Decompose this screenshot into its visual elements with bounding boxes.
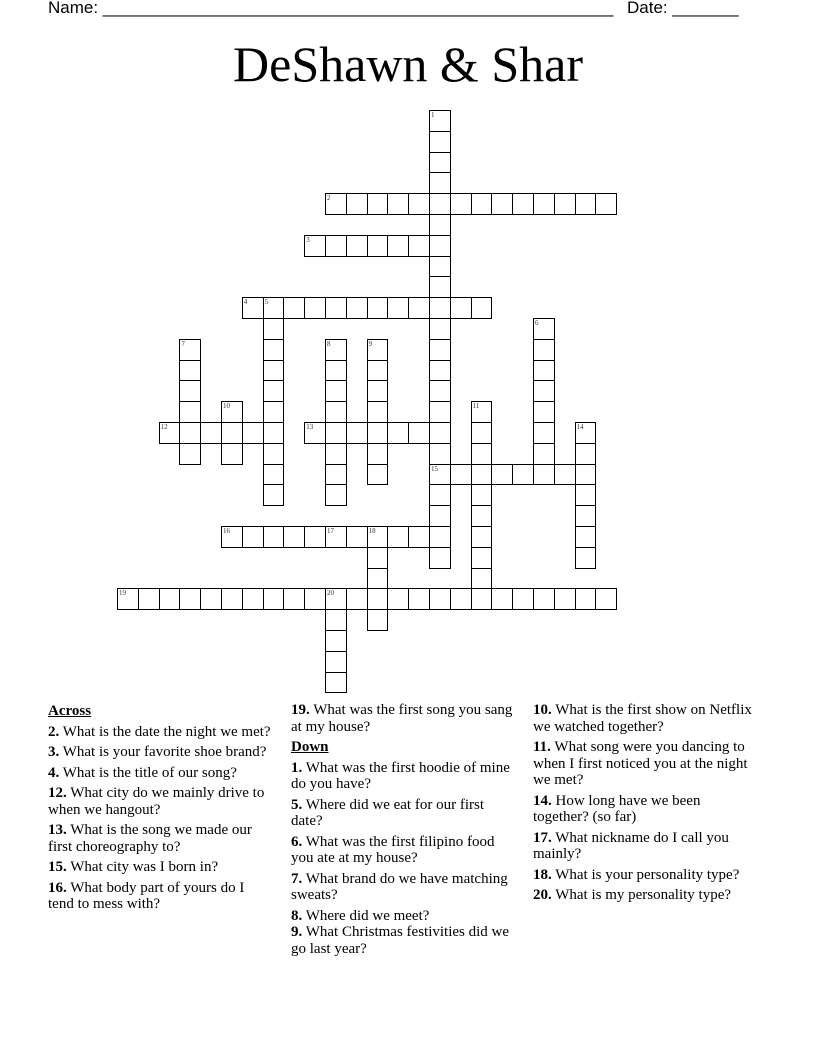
grid-cell[interactable] xyxy=(429,401,451,423)
grid-cell[interactable] xyxy=(575,526,597,548)
grid-cell[interactable] xyxy=(325,672,347,694)
grid-cell[interactable] xyxy=(429,443,451,465)
grid-cell[interactable] xyxy=(450,297,472,319)
grid-cell[interactable] xyxy=(283,297,305,319)
cell-number: 1 xyxy=(431,111,435,119)
grid-cell[interactable] xyxy=(138,588,160,610)
clue-down-8 xyxy=(291,908,516,925)
grid-cell[interactable] xyxy=(408,422,430,444)
grid-cell[interactable] xyxy=(429,380,451,402)
clue-number: 6. xyxy=(291,833,303,850)
grid-cell[interactable] xyxy=(304,235,326,257)
grid-cell[interactable] xyxy=(346,588,368,610)
cell-number: 4 xyxy=(243,298,248,307)
clue-number: 20. xyxy=(533,887,552,903)
grid-cell[interactable] xyxy=(325,193,347,215)
grid-cell[interactable] xyxy=(346,235,368,257)
grid-cell[interactable] xyxy=(179,422,201,444)
name-field-label[interactable]: Name: ______________________________________________________ xyxy=(48,0,614,17)
grid-cell[interactable] xyxy=(200,588,222,610)
grid-cell[interactable] xyxy=(533,422,555,444)
grid-cell[interactable] xyxy=(575,547,597,569)
clue-down-7 xyxy=(291,871,516,904)
grid-cell[interactable] xyxy=(346,297,368,319)
grid-cell[interactable] xyxy=(221,588,243,610)
grid-cell[interactable] xyxy=(367,193,389,215)
cell-number: 2 xyxy=(327,194,331,203)
cell-number: 6 xyxy=(535,319,539,327)
grid-cell[interactable] xyxy=(595,193,617,215)
grid-cell[interactable] xyxy=(200,422,222,444)
grid-cell[interactable] xyxy=(429,110,451,132)
grid-cell[interactable] xyxy=(429,318,451,340)
cell-number: 9 xyxy=(368,339,373,348)
clue-text: What is the first show on Netflix we watched together? xyxy=(533,702,752,735)
grid-cell[interactable] xyxy=(179,339,201,361)
grid-cell[interactable] xyxy=(263,318,285,340)
cell-number: 7 xyxy=(181,339,185,348)
grid-cell[interactable] xyxy=(575,422,597,444)
clue-number: 14. xyxy=(533,792,552,809)
grid-cell[interactable] xyxy=(575,484,597,506)
grid-cell[interactable] xyxy=(179,401,201,423)
grid-cell[interactable] xyxy=(221,526,243,548)
clue-text: What was the first filipino food you ate at my house? xyxy=(291,833,495,866)
clue-number: 8. xyxy=(291,907,303,924)
clue-text: What body part of yours do I tend to mess with? xyxy=(48,879,245,912)
grid-cell[interactable] xyxy=(263,464,285,486)
clue-number: 15. xyxy=(48,859,67,875)
grid-cell[interactable] xyxy=(429,131,451,153)
cell-number: 17 xyxy=(327,527,334,535)
grid-cell[interactable] xyxy=(367,401,389,423)
grid-cell[interactable] xyxy=(471,568,493,590)
grid-cell[interactable] xyxy=(533,380,555,402)
grid-cell[interactable] xyxy=(263,422,285,444)
grid-cell[interactable] xyxy=(179,588,201,610)
clue-number: 4. xyxy=(48,764,60,781)
grid-cell[interactable] xyxy=(263,484,285,506)
clue-number: 5. xyxy=(291,796,303,813)
clue-down-6 xyxy=(291,834,516,867)
clue-across-13 xyxy=(48,822,273,855)
clue-number: 2. xyxy=(48,723,60,740)
clue-across-4 xyxy=(48,765,273,782)
grid-cell[interactable] xyxy=(512,193,534,215)
grid-cell[interactable] xyxy=(533,339,555,361)
grid-cell[interactable] xyxy=(429,152,451,174)
grid-cell[interactable] xyxy=(117,588,139,610)
cell-number: 20 xyxy=(327,589,334,598)
grid-cell[interactable] xyxy=(387,193,409,215)
grid-cell[interactable] xyxy=(533,401,555,423)
clue-text: What is my personality type? xyxy=(555,887,732,903)
grid-cell[interactable] xyxy=(325,339,347,361)
grid-cell[interactable] xyxy=(533,464,555,486)
clue-text: How long have we been together? (so far) xyxy=(533,792,701,825)
clue-text: What is the date the night we met? xyxy=(62,723,271,740)
clue-text: Where did we eat for our first date? xyxy=(291,796,484,829)
grid-cell[interactable] xyxy=(429,214,451,236)
clue-down-10 xyxy=(533,702,758,735)
grid-cell[interactable] xyxy=(346,422,368,444)
grid-cell[interactable] xyxy=(242,297,264,319)
grid-cell[interactable] xyxy=(471,464,493,486)
clue-text: What was the first song you sang at my house? xyxy=(291,702,513,735)
grid-cell[interactable] xyxy=(346,526,368,548)
clue-across-19 xyxy=(291,702,516,735)
grid-cell[interactable] xyxy=(367,588,389,610)
grid-cell[interactable] xyxy=(450,193,472,215)
grid-cell[interactable] xyxy=(408,526,430,548)
grid-cell[interactable] xyxy=(471,588,493,610)
grid-cell[interactable] xyxy=(304,526,326,548)
clue-text: What Christmas festivities did we go last year? xyxy=(291,924,510,957)
clue-down-11 xyxy=(533,739,758,789)
grid-cell[interactable] xyxy=(221,401,243,423)
grid-cell[interactable] xyxy=(554,464,576,486)
grid-cell[interactable] xyxy=(325,380,347,402)
grid-cell[interactable] xyxy=(554,193,576,215)
grid-cell[interactable] xyxy=(263,443,285,465)
grid-cell[interactable] xyxy=(429,588,451,610)
clue-text: What was the first hoodie of mine do you have? xyxy=(291,759,510,792)
grid-cell[interactable] xyxy=(429,235,451,257)
cell-number: 13 xyxy=(306,423,314,431)
clues-column-1 xyxy=(48,702,273,917)
grid-cell[interactable] xyxy=(471,422,493,444)
grid-cell[interactable] xyxy=(367,464,389,486)
grid-cell[interactable] xyxy=(367,339,389,361)
clue-number: 12. xyxy=(48,785,67,801)
grid-cell[interactable] xyxy=(408,193,430,215)
grid-cell[interactable] xyxy=(387,526,409,548)
grid-cell[interactable] xyxy=(471,443,493,465)
grid-cell[interactable] xyxy=(429,505,451,527)
clue-number: 3. xyxy=(48,744,60,760)
grid-cell[interactable] xyxy=(263,360,285,382)
clue-text: What is the song we made our first choreography to? xyxy=(48,822,252,855)
grid-cell[interactable] xyxy=(221,443,243,465)
cell-number: 3 xyxy=(306,235,310,244)
grid-cell[interactable] xyxy=(263,526,285,548)
grid-cell[interactable] xyxy=(367,360,389,382)
grid-cell[interactable] xyxy=(408,297,430,319)
grid-cell[interactable] xyxy=(367,297,389,319)
grid-cell[interactable] xyxy=(304,422,326,444)
clue-down-20 xyxy=(533,887,758,904)
clue-text: What is the title of our song? xyxy=(62,764,237,781)
grid-cell[interactable] xyxy=(242,422,264,444)
grid-cell[interactable] xyxy=(325,630,347,652)
grid-cell[interactable] xyxy=(283,588,305,610)
grid-cell[interactable] xyxy=(554,588,576,610)
cell-number: 16 xyxy=(223,527,230,535)
grid-cell[interactable] xyxy=(471,297,493,319)
cell-number: 15 xyxy=(431,464,438,473)
clue-text: What is your favorite shoe brand? xyxy=(62,744,267,760)
grid-cell[interactable] xyxy=(533,360,555,382)
clue-down-17 xyxy=(533,830,758,863)
grid-cell[interactable] xyxy=(159,588,181,610)
grid-cell[interactable] xyxy=(471,401,493,423)
cell-number: 8 xyxy=(327,339,331,348)
grid-cell[interactable] xyxy=(325,297,347,319)
grid-cell[interactable] xyxy=(429,547,451,569)
grid-cell[interactable] xyxy=(325,360,347,382)
grid-cell[interactable] xyxy=(325,464,347,486)
grid-cell[interactable] xyxy=(533,443,555,465)
grid-cell[interactable] xyxy=(242,588,264,610)
grid-cell[interactable] xyxy=(367,609,389,631)
grid-cell[interactable] xyxy=(263,339,285,361)
grid-cell[interactable] xyxy=(471,505,493,527)
grid-cell[interactable] xyxy=(325,401,347,423)
grid-cell[interactable] xyxy=(533,588,555,610)
grid-cell[interactable] xyxy=(325,484,347,506)
grid-cell[interactable] xyxy=(367,380,389,402)
clue-across-15 xyxy=(48,859,273,876)
grid-cell[interactable] xyxy=(179,360,201,382)
grid-cell[interactable] xyxy=(575,193,597,215)
grid-cell[interactable] xyxy=(325,651,347,673)
clue-down-14 xyxy=(533,793,758,826)
grid-cell[interactable] xyxy=(491,464,513,486)
grid-cell[interactable] xyxy=(595,588,617,610)
grid-cell[interactable] xyxy=(575,588,597,610)
grid-cell[interactable] xyxy=(263,297,285,319)
grid-cell[interactable] xyxy=(325,422,347,444)
clue-across-3 xyxy=(48,744,273,761)
grid-cell[interactable] xyxy=(346,193,368,215)
clue-number: 7. xyxy=(291,870,303,887)
clue-down-18 xyxy=(533,867,758,884)
grid-cell[interactable] xyxy=(429,256,451,278)
grid-cell[interactable] xyxy=(429,193,451,215)
clue-number: 17. xyxy=(533,829,552,846)
grid-cell[interactable] xyxy=(429,297,451,319)
clue-down-5 xyxy=(291,797,516,830)
grid-cell[interactable] xyxy=(450,464,472,486)
grid-cell[interactable] xyxy=(367,568,389,590)
grid-cell[interactable] xyxy=(575,464,597,486)
grid-cell[interactable] xyxy=(533,193,555,215)
clue-text: What song were you dancing to when I first noticed you at the night we met? xyxy=(533,739,748,788)
clue-across-16 xyxy=(48,880,273,913)
grid-cell[interactable] xyxy=(387,588,409,610)
grid-cell[interactable] xyxy=(387,297,409,319)
clue-number: 10. xyxy=(533,702,552,718)
grid-cell[interactable] xyxy=(491,193,513,215)
clue-text: Where did we meet? xyxy=(305,907,430,924)
clue-down-1 xyxy=(291,760,516,793)
clue-text: What nickname do I call you mainly? xyxy=(533,829,729,862)
grid-cell[interactable] xyxy=(263,380,285,402)
grid-cell[interactable] xyxy=(325,526,347,548)
clue-text: What city do we mainly drive to when we hangout? xyxy=(48,785,265,818)
grid-cell[interactable] xyxy=(387,422,409,444)
clue-number: 9. xyxy=(291,924,303,940)
grid-cell[interactable] xyxy=(221,422,243,444)
clues-column-3 xyxy=(533,702,758,908)
grid-cell[interactable] xyxy=(429,360,451,382)
clue-text: What city was I born in? xyxy=(70,859,219,875)
grid-cell[interactable] xyxy=(429,526,451,548)
grid-cell[interactable] xyxy=(283,526,305,548)
grid-cell[interactable] xyxy=(367,235,389,257)
down-heading: Down xyxy=(291,739,329,755)
cell-number: 18 xyxy=(368,527,376,535)
grid-cell[interactable] xyxy=(471,526,493,548)
grid-cell[interactable] xyxy=(429,276,451,298)
grid-cell[interactable] xyxy=(429,422,451,444)
cell-number: 5 xyxy=(264,298,269,307)
grid-cell[interactable] xyxy=(575,505,597,527)
clue-across-12 xyxy=(48,785,273,818)
grid-cell[interactable] xyxy=(325,609,347,631)
grid-cell[interactable] xyxy=(304,297,326,319)
grid-cell[interactable] xyxy=(429,172,451,194)
cell-number: 12 xyxy=(160,423,168,431)
cell-number: 19 xyxy=(119,589,126,598)
grid-cell[interactable] xyxy=(325,235,347,257)
clue-across-2 xyxy=(48,724,273,741)
grid-cell[interactable] xyxy=(325,588,347,610)
grid-cell[interactable] xyxy=(512,464,534,486)
grid-cell[interactable] xyxy=(491,588,513,610)
grid-cell[interactable] xyxy=(471,547,493,569)
grid-cell[interactable] xyxy=(263,588,285,610)
grid-cell[interactable] xyxy=(408,235,430,257)
cell-number: 14 xyxy=(576,423,584,431)
grid-cell[interactable] xyxy=(471,193,493,215)
clue-number: 18. xyxy=(533,866,552,883)
grid-cell[interactable] xyxy=(575,443,597,465)
grid-cell[interactable] xyxy=(429,484,451,506)
date-field-label[interactable]: Date: _______ xyxy=(627,0,739,17)
grid-cell[interactable] xyxy=(304,588,326,610)
grid-cell[interactable] xyxy=(367,547,389,569)
clue-number: 16. xyxy=(48,879,67,896)
grid-cell[interactable] xyxy=(325,443,347,465)
grid-cell[interactable] xyxy=(429,339,451,361)
clue-number: 19. xyxy=(291,702,310,718)
clue-number: 1. xyxy=(291,759,303,776)
across-heading: Across xyxy=(48,703,92,719)
clue-down-9 xyxy=(291,924,516,957)
grid-cell[interactable] xyxy=(263,401,285,423)
grid-cell[interactable] xyxy=(387,235,409,257)
cell-number: 10 xyxy=(223,402,230,411)
cell-number: 11 xyxy=(472,402,480,411)
grid-cell[interactable] xyxy=(367,443,389,465)
grid-cell[interactable] xyxy=(242,526,264,548)
grid-cell[interactable] xyxy=(367,422,389,444)
grid-cell[interactable] xyxy=(408,588,430,610)
grid-cell[interactable] xyxy=(179,380,201,402)
grid-cell[interactable] xyxy=(367,526,389,548)
puzzle-title: DeShawn & Shar xyxy=(233,36,583,92)
grid-cell[interactable] xyxy=(471,484,493,506)
grid-cell[interactable] xyxy=(429,464,451,486)
clue-number: 13. xyxy=(48,822,67,838)
grid-cell[interactable] xyxy=(159,422,181,444)
clue-text: What is your personality type? xyxy=(555,866,740,883)
clues-column-2 xyxy=(291,702,516,961)
grid-cell[interactable] xyxy=(450,588,472,610)
clue-number: 11. xyxy=(533,739,551,755)
grid-cell[interactable] xyxy=(533,318,555,340)
grid-cell[interactable] xyxy=(179,443,201,465)
clue-text: What brand do we have matching sweats? xyxy=(291,870,508,903)
grid-cell[interactable] xyxy=(512,588,534,610)
